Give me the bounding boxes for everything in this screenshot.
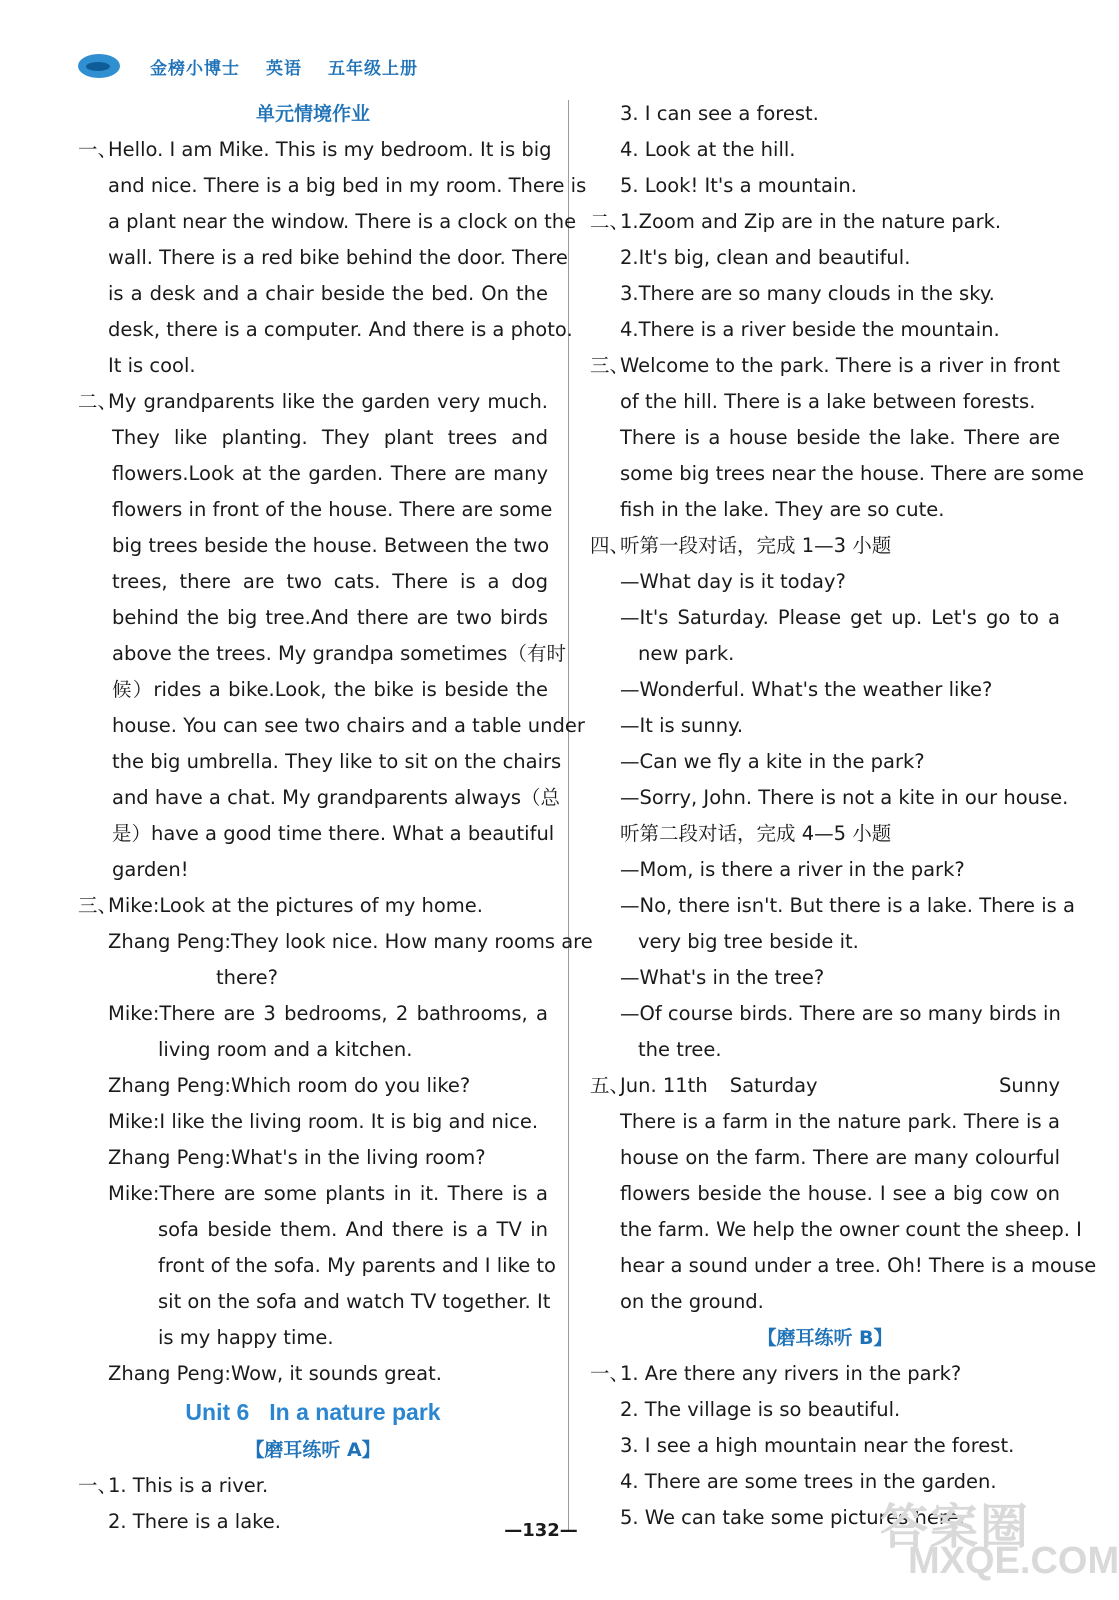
answer-line: house on the farm. There are many colourful xyxy=(620,1146,1060,1169)
answer-line: the big umbrella. They like to sit on the chairs xyxy=(112,750,562,773)
answer-line: 一、1. Are there any rivers in the park? xyxy=(590,1356,1060,1392)
answer-line: 5. Look! It's a mountain. xyxy=(620,174,857,197)
answer-line: and have a chat. My grandparents always（总 xyxy=(112,786,561,809)
dialog-line: Mike:There are some plants in it. There is a xyxy=(108,1182,548,1205)
diary-day: Saturday xyxy=(729,1074,818,1097)
dialog-line: living room and a kitchen. xyxy=(158,1038,413,1061)
diary-header xyxy=(590,1068,1060,1104)
answer-line: 5. We can take some pictures here. xyxy=(620,1506,965,1529)
answer-line: the farm. We help the owner count the sheep. I xyxy=(620,1218,1082,1241)
unit-title: In a nature park xyxy=(269,1399,441,1425)
answer-line: is a desk and a chair beside the bed. On the xyxy=(108,282,548,305)
answer-line: a plant near the window. There is a clock on the xyxy=(108,210,577,233)
answer-line: 是）have a good time there. What a beautiful xyxy=(112,822,555,845)
answer-line: 3.There are so many clouds in the sky. xyxy=(620,282,995,305)
answer-line: above the trees. My grandpa sometimes（有时 xyxy=(112,642,566,665)
answer-line: flowers in front of the house. There are some xyxy=(112,498,553,521)
item-marker: 三、 xyxy=(78,894,118,917)
dialog-line: —What day is it today? xyxy=(620,570,846,593)
page-number: —132— xyxy=(504,1520,578,1541)
answer-line: 3. I can see a forest. xyxy=(620,102,819,125)
answer-line: 一、Hello. I am Mike. This is my bedroom. It is big xyxy=(78,132,548,168)
answer-line: 候）rides a bike.Look, the bike is beside the xyxy=(112,678,548,701)
right-column xyxy=(590,96,1097,1536)
dialog-intro: 听第二段对话，完成 4—5 小题 xyxy=(620,822,892,845)
answer-line: 一、1. This is a river. xyxy=(78,1468,548,1504)
header-grade: 五年级上册 xyxy=(328,58,418,79)
unit-number: Unit 6 xyxy=(185,1399,250,1425)
diary-date: Jun. 11th xyxy=(620,1074,708,1097)
dialog-line: —Wonderful. What's the weather like? xyxy=(620,678,993,701)
dialog-line: is my happy time. xyxy=(158,1326,334,1349)
section-title: 单元情境作业 xyxy=(255,103,370,125)
answer-line: hear a sound under a tree. Oh! There is a mouse xyxy=(620,1254,1097,1277)
watermark-top: 答案圈 xyxy=(880,1499,1031,1555)
answer-line: desk, there is a computer. And there is a photo. xyxy=(108,318,573,341)
answer-line: 二、My grandparents like the garden very much. xyxy=(78,384,548,420)
item-marker: 四、 xyxy=(590,534,630,557)
dialog-line: —Of course birds. There are so many birds in xyxy=(620,1002,1061,1025)
answer-line: There is a farm in the nature park. There is a xyxy=(620,1110,1060,1133)
answer-line: 2.It's big, clean and beautiful. xyxy=(620,246,911,269)
answer-line: behind the big tree.And there are two birds xyxy=(112,606,548,629)
left-column xyxy=(78,96,593,1540)
header-subject: 英语 xyxy=(266,58,302,79)
answer-line: 3. I see a high mountain near the forest. xyxy=(620,1434,1015,1457)
answer-line: house. You can see two chairs and a table under xyxy=(112,714,585,737)
unit-heading xyxy=(78,1392,548,1432)
answer-line: 二、1.Zoom and Zip are in the nature park. xyxy=(590,204,1060,240)
watermark xyxy=(880,1488,1119,1588)
item-marker: 一、 xyxy=(590,1362,630,1385)
practice-a-heading: 【磨耳练听 A】 xyxy=(245,1439,381,1461)
dialog-line: —Mom, is there a river in the park? xyxy=(620,858,965,881)
answer-line: flowers beside the house. I see a big cow on xyxy=(620,1182,1060,1205)
answer-line: 4. Look at the hill. xyxy=(620,138,796,161)
dialog-line: —Can we fly a kite in the park? xyxy=(620,750,925,773)
answer-line: on the ground. xyxy=(620,1290,764,1313)
answer-line: trees, there are two cats. There is a dog xyxy=(112,570,548,593)
answer-line: and nice. There is a big bed in my room. There is xyxy=(108,174,587,197)
dialog-line: —It is sunny. xyxy=(620,714,744,737)
answer-line: wall. There is a red bike behind the door. There xyxy=(108,246,568,269)
dialog-line: Mike:I like the living room. It is big and nice. xyxy=(108,1110,539,1133)
dialog-line: Zhang Peng:They look nice. How many rooms are xyxy=(108,930,593,953)
answer-line: 4. There are some trees in the garden. xyxy=(620,1470,997,1493)
answer-line: garden! xyxy=(112,858,189,881)
dialog-line: very big tree beside it. xyxy=(638,930,859,953)
page-header xyxy=(78,52,444,80)
answer-line: big trees beside the house. Between the two xyxy=(112,534,550,557)
dialog-line: new park. xyxy=(638,642,735,665)
answer-line: some big trees near the house. There are some xyxy=(620,462,1085,485)
item-marker: 二、 xyxy=(78,390,118,413)
dialog-line: —No, there isn't. But there is a lake. There is a xyxy=(620,894,1075,917)
diary-weather: Sunny xyxy=(999,1074,1060,1097)
answer-line: There is a house beside the lake. There are xyxy=(620,426,1060,449)
answer-line: of the hill. There is a lake between forests. xyxy=(620,390,1036,413)
dialog-line: Zhang Peng:Wow, it sounds great. xyxy=(108,1362,442,1385)
dialog-intro: 听第一段对话，完成 1—3 小题 xyxy=(620,534,892,557)
answer-line: 三、Welcome to the park. There is a river in front xyxy=(590,348,1060,384)
header-brand: 金榜小博士 xyxy=(150,58,240,79)
answer-line: 2. There is a lake. xyxy=(108,1510,281,1533)
answer-line: They like planting. They plant trees and xyxy=(112,426,548,449)
dialog-line: —Sorry, John. There is not a kite in our house. xyxy=(620,786,1069,809)
practice-b-heading: 【磨耳练听 B】 xyxy=(757,1327,893,1349)
item-marker: 一、 xyxy=(78,138,118,161)
answer-line: fish in the lake. They are so cute. xyxy=(620,498,945,521)
watermark-bottom: MXQE.COM xyxy=(908,1540,1119,1582)
answer-line: 2. The village is so beautiful. xyxy=(620,1398,901,1421)
answer-line: flowers.Look at the garden. There are many xyxy=(112,462,548,485)
publisher-logo-icon xyxy=(78,54,120,78)
dialog-line: there? xyxy=(216,966,278,989)
item-marker: 五、 xyxy=(590,1074,630,1097)
dialog-line: sofa beside them. And there is a TV in xyxy=(158,1218,548,1241)
dialog-line: —It's Saturday. Please get up. Let's go to a xyxy=(620,606,1060,629)
item-marker: 二、 xyxy=(590,210,630,233)
answer-line: 4.There is a river beside the mountain. xyxy=(620,318,1000,341)
item-marker: 三、 xyxy=(590,354,630,377)
dialog-line: front of the sofa. My parents and I like to xyxy=(158,1254,556,1277)
answer-line: It is cool. xyxy=(108,354,196,377)
dialog-line: —What's in the tree? xyxy=(620,966,825,989)
dialog-line: Zhang Peng:What's in the living room? xyxy=(108,1146,486,1169)
dialog-line: sit on the sofa and watch TV together. It xyxy=(158,1290,551,1313)
dialog-line: Mike:There are 3 bedrooms, 2 bathrooms, a xyxy=(108,1002,548,1025)
dialog-line: Zhang Peng:Which room do you like? xyxy=(108,1074,471,1097)
answer-line xyxy=(590,528,1060,564)
item-marker: 一、 xyxy=(78,1474,118,1497)
answer-line: 三、Mike:Look at the pictures of my home. xyxy=(78,888,548,924)
dialog-line: the tree. xyxy=(638,1038,722,1061)
